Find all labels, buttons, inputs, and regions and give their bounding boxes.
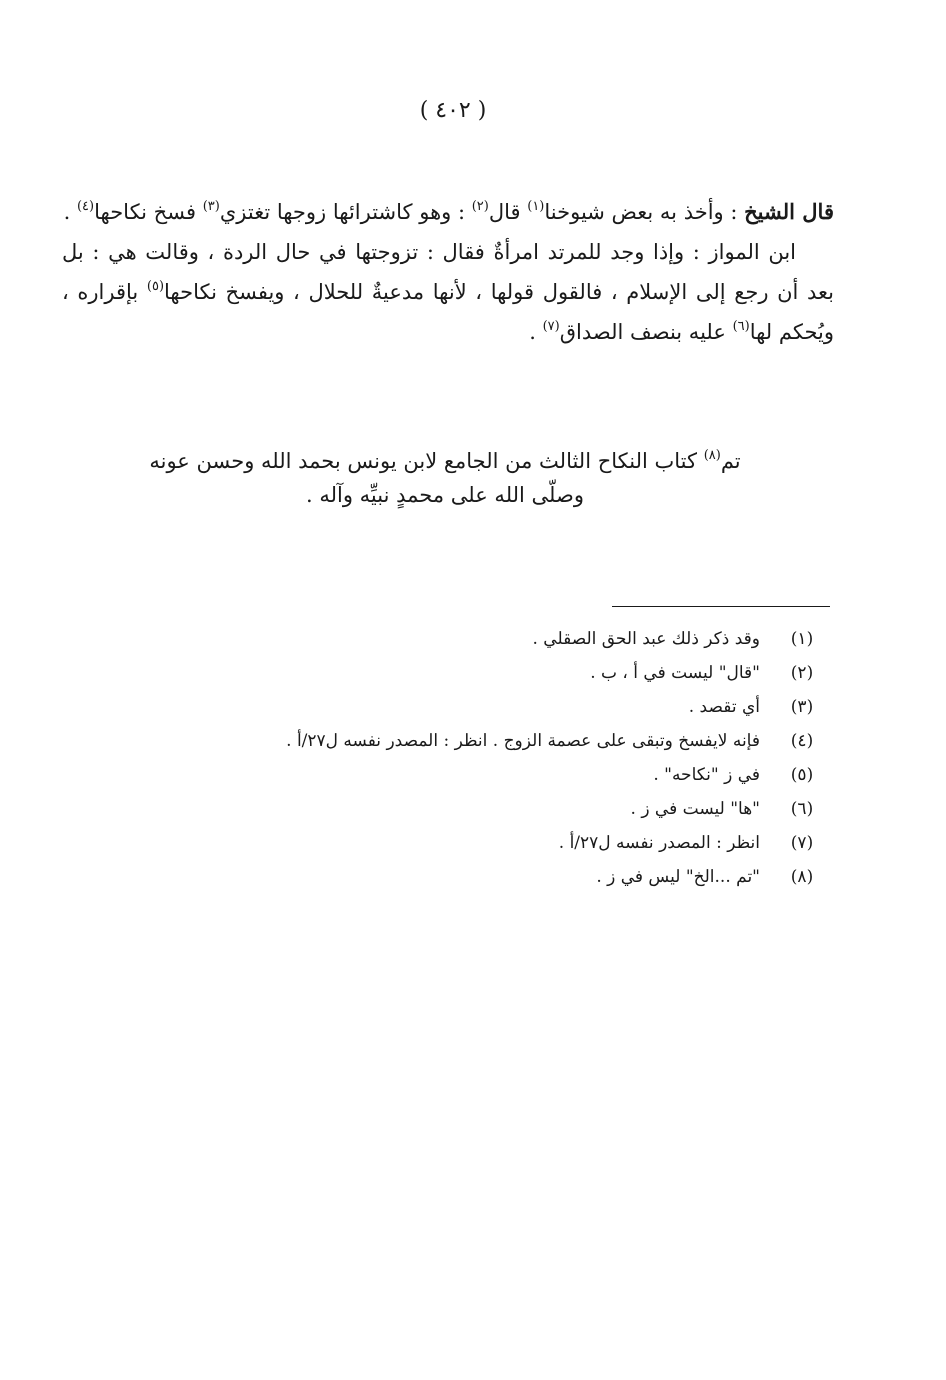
paragraph-lead: قال الشيخ xyxy=(744,199,834,224)
footnote-item xyxy=(120,860,830,894)
footnote-marker-6: (٦) xyxy=(732,319,750,334)
footnote-item xyxy=(120,690,830,724)
colophon-prefix: تم xyxy=(720,449,741,473)
footnote-marker-4: (٤) xyxy=(76,199,95,214)
footnote-item xyxy=(120,724,830,758)
colophon xyxy=(100,444,790,512)
footnote-marker-5: (٥) xyxy=(146,279,165,294)
text-segment: قال xyxy=(488,200,528,224)
colophon-text: كتاب النكاح الثالث من الجامع لابن يونس بحمد الله وحسن عونه xyxy=(149,449,704,473)
footnote-number: (٢) xyxy=(790,663,814,683)
paragraph-1 xyxy=(62,192,834,232)
footnote-item xyxy=(120,758,830,792)
footnote-marker-2: (٢) xyxy=(471,199,489,214)
footnote-number: (١) xyxy=(790,629,814,649)
footnote-item xyxy=(120,792,830,826)
text-segment: ابن المواز : وإذا وجد للمرتد امرأةٌ فقال : تزوجتها في حال الردة ، وقالت هي : بل بعد أن رجع إلى الإسلام ، فالقول قولها ، لأنها مدعيةٌ للحلال ، ويفسخ نكاحها xyxy=(62,240,834,304)
text-segment: : وأخذ به بعض شيوخنا xyxy=(544,200,745,224)
footnote-text: انظر : المصدر نفسه ل٢٧/أ . xyxy=(558,833,760,853)
footnote-number: (٣) xyxy=(790,697,814,717)
text-segment: بإقراره ، ويُحكم لها xyxy=(62,280,834,344)
page-number: ( ٤٠٢ ) xyxy=(419,98,487,123)
footnote-item xyxy=(120,622,830,656)
footnote-text: "قال" ليست في أ ، ب . xyxy=(590,663,760,683)
footnote-item xyxy=(120,656,830,690)
footnote-text: في ز "نكاحه" . xyxy=(653,765,760,785)
main-text xyxy=(62,192,834,352)
footnote-text: وقد ذكر ذلك عبد الحق الصقلي . xyxy=(532,629,760,649)
footnote-marker-7: (٧) xyxy=(542,319,560,334)
paragraph-2 xyxy=(62,232,834,352)
footnote-text: فإنه لايفسخ وتبقى على عصمة الزوج . انظر : المصدر نفسه ل٢٧/أ . xyxy=(286,731,760,751)
footnotes-list xyxy=(120,622,830,894)
footnote-number: (٧) xyxy=(790,833,814,853)
text-segment: فسخ نكاحها xyxy=(94,200,203,224)
footnote-separator xyxy=(612,606,830,607)
text-segment: : وهو كاشترائها زوجها تغتزي xyxy=(219,200,472,224)
footnote-marker-1: (١) xyxy=(527,199,545,214)
footnote-text: أي تقصد . xyxy=(688,697,760,717)
footnote-marker-8: (٨) xyxy=(703,448,721,463)
text-segment: عليه بنصف الصداق xyxy=(559,320,733,344)
footnote-text: "تم ...الخ" ليس في ز . xyxy=(596,867,760,887)
footnote-number: (٤) xyxy=(790,731,814,751)
colophon-line-2: وصلّى الله على محمدٍ نبيِّه وآله . xyxy=(306,483,584,507)
footnote-marker-3: (٣) xyxy=(202,199,220,214)
footnote-number: (٦) xyxy=(790,799,814,819)
text-segment: . xyxy=(63,200,77,224)
colophon-line-1 xyxy=(100,444,790,478)
text-segment: . xyxy=(529,320,543,344)
footnote-text: "ها" ليست في ز . xyxy=(630,799,760,819)
footnote-item xyxy=(120,826,830,860)
footnote-number: (٨) xyxy=(790,867,814,887)
footnote-number: (٥) xyxy=(790,765,814,785)
